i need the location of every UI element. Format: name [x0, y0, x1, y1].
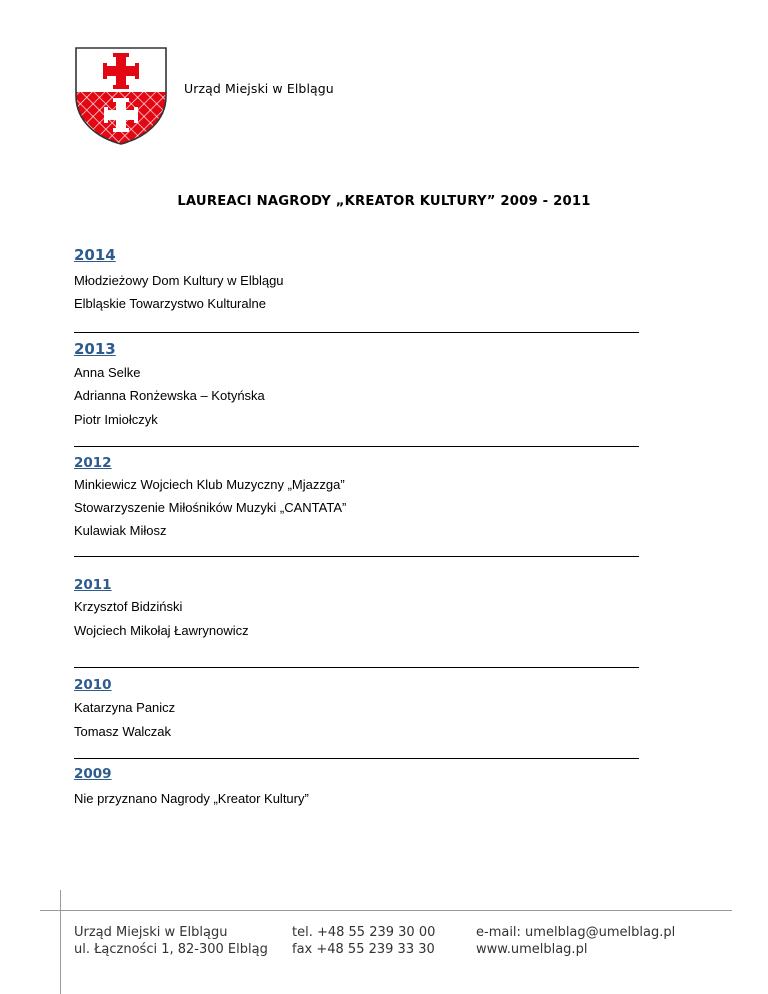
laureate-entry: Wojciech Mikołaj Ławrynowicz — [74, 623, 249, 638]
office-header: Urząd Miejski w Elblągu — [184, 81, 334, 96]
laureate-entry: Katarzyna Panicz — [74, 700, 176, 715]
laureate-entry: Stowarzyszenie Miłośników Muzyki „CANTATA” — [74, 500, 347, 515]
laureate-entry: Piotr Imiołczyk — [74, 412, 158, 427]
footer-email-link[interactable]: e-mail: umelblag@umelblag.pl — [476, 925, 676, 940]
year-heading-2013: 2013 — [74, 340, 116, 358]
section-divider — [74, 556, 639, 557]
footer-horizontal-line — [40, 910, 732, 911]
year-heading-2010: 2010 — [74, 677, 112, 693]
footer-address-name: Urząd Miejski w Elblągu — [74, 925, 228, 940]
footer-vertical-line — [60, 890, 61, 994]
laureate-entry: Kulawiak Miłosz — [74, 523, 167, 538]
section-divider — [74, 446, 639, 447]
section-divider — [74, 332, 639, 333]
footer-website-link[interactable]: www.umelblag.pl — [476, 942, 588, 957]
year-heading-2014: 2014 — [74, 246, 116, 264]
footer-contact-block — [476, 924, 675, 958]
laureate-entry: Adrianna Ronżewska – Kotyńska — [74, 388, 265, 403]
year-heading-2011: 2011 — [74, 577, 112, 593]
document-title: LAUREACI NAGRODY „KREATOR KULTURY” 2009 - 2011 — [177, 194, 591, 209]
section-divider — [74, 667, 639, 668]
section-divider — [74, 758, 639, 759]
year-heading-2012: 2012 — [74, 455, 112, 471]
laureate-entry: Minkiewicz Wojciech Klub Muzyczny „Mjazzga” — [74, 477, 345, 492]
laureate-entry: Nie przyznano Nagrody „Kreator Kultury” — [74, 791, 309, 806]
footer-address — [74, 924, 268, 958]
city-coat-of-arms-logo — [74, 46, 168, 146]
laureate-entry: Młodzieżowy Dom Kultury w Elblągu — [74, 273, 284, 288]
footer-phone: tel. +48 55 239 30 00 — [292, 925, 436, 940]
laureate-entry: Anna Selke — [74, 365, 141, 380]
laureate-entry: Elbląskie Towarzystwo Kulturalne — [74, 296, 266, 311]
year-heading-2009: 2009 — [74, 766, 112, 782]
footer-address-street: ul. Łączności 1, 82-300 Elbląg — [74, 942, 268, 957]
laureate-entry: Tomasz Walczak — [74, 724, 172, 739]
footer-fax: fax +48 55 239 33 30 — [292, 942, 435, 957]
footer-phone-block — [292, 924, 435, 958]
laureate-entry: Krzysztof Bidziński — [74, 599, 183, 614]
